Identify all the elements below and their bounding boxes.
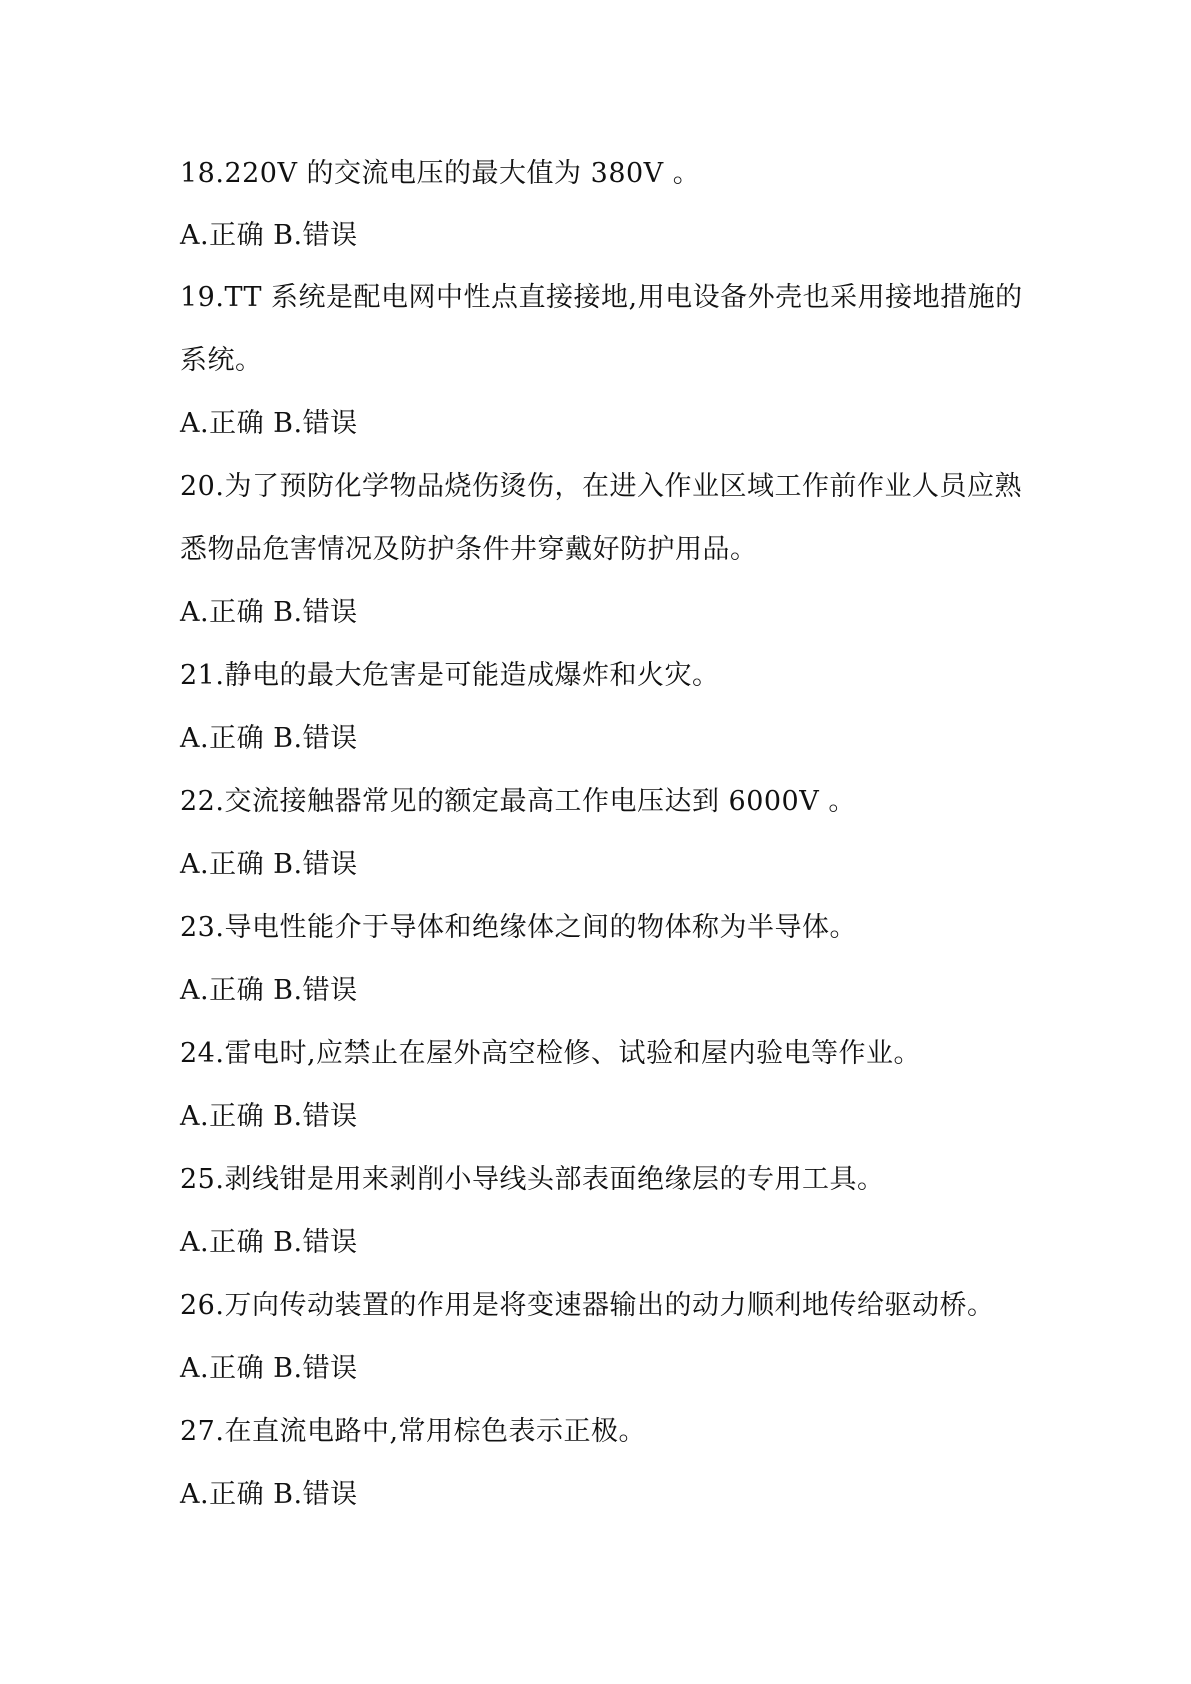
question-26-text: 26.万向传动装置的作用是将变速器输出的动力顺利地传给驱动桥。 (180, 1290, 995, 1321)
question-24-options: A.正确 B.错误 (180, 1101, 358, 1132)
question-21-options: A.正确 B.错误 (180, 723, 358, 754)
question-19-text-line-2: 系统。 (180, 345, 263, 376)
question-25-options: A.正确 B.错误 (180, 1227, 358, 1258)
question-27-options: A.正确 B.错误 (180, 1479, 358, 1510)
question-21-text: 21.静电的最大危害是可能造成爆炸和火灾。 (180, 660, 720, 691)
question-22-options: A.正确 B.错误 (180, 849, 358, 880)
question-26-options: A.正确 B.错误 (180, 1353, 358, 1384)
question-18-options: A.正确 B.错误 (180, 220, 358, 251)
question-23-options: A.正确 B.错误 (180, 975, 358, 1006)
question-20-text-line-2: 悉物品危害情况及防护条件井穿戴好防护用品。 (180, 534, 758, 565)
question-20-text-line-1: 20.为了预防化学物品烧伤烫伤，在进入作业区域工作前作业人员应熟 (180, 471, 1022, 502)
question-25-text: 25.剥线钳是用来剥削小导线头部表面绝缘层的专用工具。 (180, 1164, 885, 1195)
question-18-text: 18.220V 的交流电压的最大值为 380V 。 (180, 158, 701, 189)
question-22-text: 22.交流接触器常见的额定最高工作电压达到 6000V 。 (180, 786, 856, 817)
question-19-text-line-1: 19.TT 系统是配电网中性点直接接地,用电设备外壳也采用接地措施的 (180, 282, 1023, 313)
question-27-text: 27.在直流电路中,常用棕色表示正极。 (180, 1416, 647, 1447)
question-23-text: 23.导电性能介于导体和绝缘体之间的物体称为半导体。 (180, 912, 857, 943)
question-20-options: A.正确 B.错误 (180, 597, 358, 628)
question-24-text: 24.雷电时,应禁止在屋外高空检修、试验和屋内验电等作业。 (180, 1038, 922, 1069)
question-19-options: A.正确 B.错误 (180, 408, 358, 439)
